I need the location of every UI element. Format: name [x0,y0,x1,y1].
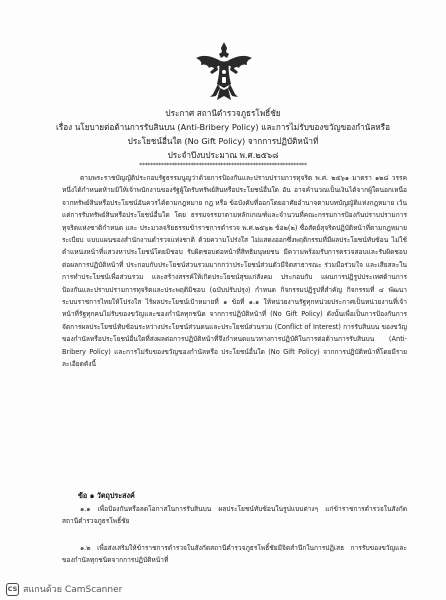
announcement-subject-continued: ประโยชน์อื่นใด (No Gift Policy) จากการปฏิบัติหน้าที่ [127,136,319,146]
fiscal-year-line: ประจำปีงบประมาณ พ.ศ.๒๕๖๘ [167,150,279,160]
announcement-subject: เรื่อง นโยบายต่อต้านการรับสินบน (Anti-Bribery Policy) และการไม่รับของขวัญของกำนัลหรือ [56,122,390,132]
separator-line: ************************************************************** [139,162,307,169]
announcement-title: ประกาศ สถานีตำรวจภูธรโพธิ์ชัย [165,108,281,118]
intro-paragraph: ตามพระราชบัญญัติประกอบรัฐธรรมนูญว่าด้วยการป้องกันและปราบปรามการทุจริต พ.ศ. ๒๕๖๑ มาตรา ๑๒๘ วรรคหนึ่งได้กำหนดห้ามมิให้เจ้าพนักงานของรัฐผู้ใดรับทรัพย์สินหรือประโยชน์อื่นใด อัน อาจคำนวณเป็นเงินได้จากผู้ใดนอกเหนือจากทรัพย์สินหรือประโยชน์อันควรได้ตามกฎหมาย กฎ หรือ ข้อบังคับที่ออกโดยอาศัยอำนาจตามบทบัญญัติแห่งกฎหมาย เว้นแต่การรับทรัพย์สินหรือประโยชน์อื่นใด โดย ธรรมจรรยาตามหลักเกณฑ์และจำนวนที่คณะกรรมการป้องกันปราบปรามการทุจริตแห่งชาติกำหนด และ ประมวลจริยธรรมข้าราชการตำรวจ พ.ศ.๒๕๖๒ ข้อ๒(๒) ซื่อสัตย์สุจริตปฏิบัติหน้าที่ตามกฎหมาย ระเบียบ แบบแผนของสำนักงานตำรวจแห่งชาติ ด้วยความโปร่งใส ไม่แสดงออกซึ่งพฤติกรรมที่มีผลประโยชน์ทับซ้อน ไม่ใช้ตำแหน่งหน้าที่แสวงหาประโยชน์โดยมิชอบ รับผิดชอบต่อหน้าที่สิทธิมนุษยชน มีความพร้อมรับการตรวจสอบและรับผิดชอบต่อผลการปฏิบัติหน้าที่ ประกอบกับประโยชน์ส่วนรวมมากกว่าประโยชน์ส่วนตัวมีจิตสาธารณะ ร่วมมือร่วมใจ และเสียสละในการทำประโยชน์เพื่อส่วนรวม และสร้างสรรค์ให้เกิดประโยชน์สุขแก่สังคม ประกอบกับ แผนการปฏิรูปประเทศด้านการป้องกันและปราบปรามการทุจริตและประพฤติมิชอบ (ฉบับปรับปรุง) กำหนด กิจกรรมปฏิรูปที่สำคัญ กิจกรรมที่ ๔ พัฒนาระบบราชการไทยให้โปร่งใส ไร้ผลประโยชน์เป้าหมายที่ ๑ ข้อที่ ๑.๑ ให้หน่วยงานรัฐทุกหน่วยประกาศเป็นหน่วยงานที่เจ้าหน้าที่รัฐทุกคนไม่รับของขวัญและของกำนัลทุกชนิด จากการปฏิบัติหน้าที่ (No Gift Policy) ดังนั้นเพื่อเป็นการป้องกันการจัดการผลประโยชน์ทับซ้อนระหว่างประโยชน์ส่วนตนและประโยชน์ส่วนรวม (Conflict of Interest) การรับสินบน ของขวัญของกำนัลหรือประโยชน์อื่นใดที่ส่งผลต่อการปฏิบัติหน้าที่จึงกำหนดแนวทางการปฏิบัติในการต่อต้านการรับสินบน (Anti-Bribery Policy) และการไม่รับของขวัญของกำนัลหรือ ประโยชน์อื่นใด (No Gift Policy) จากการปฏิบัติหน้าที่โดยมีรายละเอียดดังนี้ [62,174,407,369]
camscanner-footer [0,578,446,600]
objective-1-1: ๑.๑ เพื่อป้องกันหรือลดโอกาสในการรับสินบน ผลประโยชน์ทับซ้อนในรูปแบบต่างๆ แก่ข้าราชการตำรวจในสังกัดสถานีตำรวจภูธรโพธิ์ชัย [62,505,407,526]
objective-1-2: ๑.๒ เพื่อส่งเสริมให้ข้าราชการตำรวจในสังกัดสถานีตำรวจภูธรโพธิ์ชัยมีจิตสำนึกในการปฏิเสธ การรับของขวัญและของกำนัลทุกชนิดจากการปฏิบัติหน้าที่ [62,544,407,565]
camscanner-badge-text: CS [7,585,18,593]
garuda-emblem-icon [193,40,255,104]
section-objectives-title: ข้อ ๑ วัตถุประสงค์ [78,491,135,500]
camscanner-label: สแกนด้วย CamScanner [23,585,123,595]
camscanner-logo-icon [6,583,19,596]
